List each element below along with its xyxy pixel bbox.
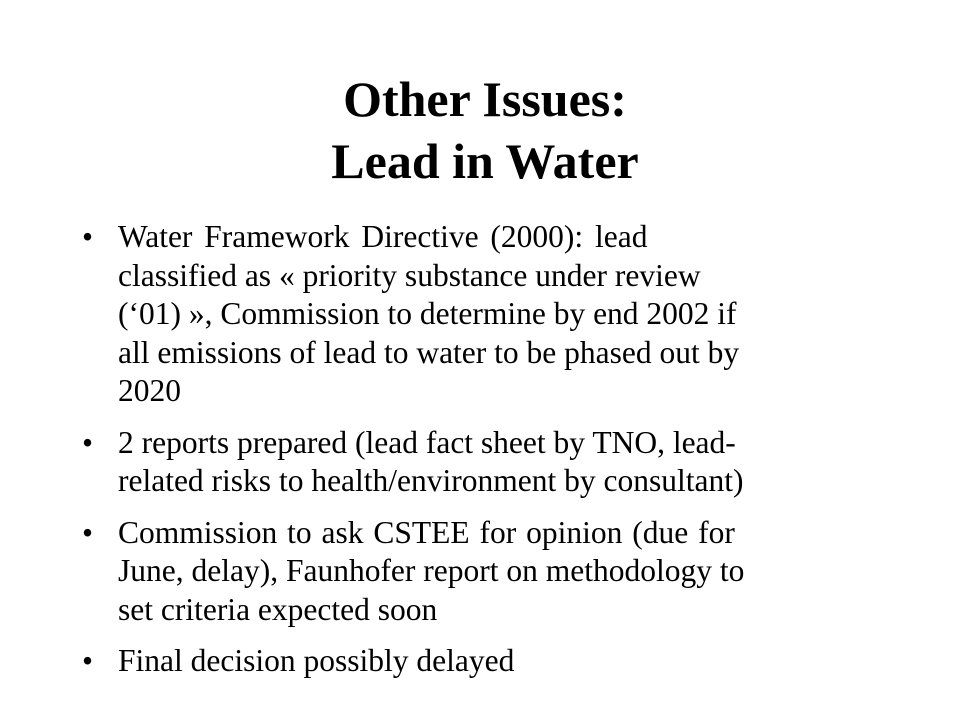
bullet-text-line: related risks to health/environment by consultant): [118, 463, 744, 498]
title-line-2: Lead in Water: [331, 133, 639, 189]
bullet-text-line: 2020: [118, 373, 181, 408]
slide-title: [0, 68, 960, 192]
bullet-item-water-framework-directive: [82, 218, 882, 411]
bullet-text-line: 2 reports prepared (lead fact sheet by TNO, lead-: [118, 424, 736, 460]
bullet-text-line: (‘01) », Commission to determine by end 2002 if: [118, 296, 737, 331]
bullet-text-line: June, delay), Faunhofer report on methodology to: [118, 553, 745, 588]
bullet-text-line: classified as « priority substance under review: [118, 257, 701, 293]
bullet-item-cstee-opinion: [82, 514, 882, 630]
bullet-icon: •: [82, 643, 94, 678]
bullet-text-line: Commission to ask CSTEE for opinion (due for: [118, 514, 735, 550]
bullet-icon: •: [82, 219, 94, 254]
bullet-icon: •: [82, 424, 94, 460]
bullet-list: [82, 218, 882, 694]
bullet-text-line: set criteria expected soon: [118, 591, 438, 627]
bullet-text-line: Water Framework Directive (2000): lead: [118, 219, 648, 254]
bullet-text-line: all emissions of lead to water to be phased out by: [118, 334, 740, 370]
title-line-1: Other Issues:: [343, 71, 627, 127]
bullet-text-line: Final decision possibly delayed: [118, 643, 515, 678]
bullet-item-reports-prepared: [82, 424, 882, 501]
bullet-item-final-decision: [82, 642, 882, 681]
bullet-icon: •: [82, 514, 94, 550]
